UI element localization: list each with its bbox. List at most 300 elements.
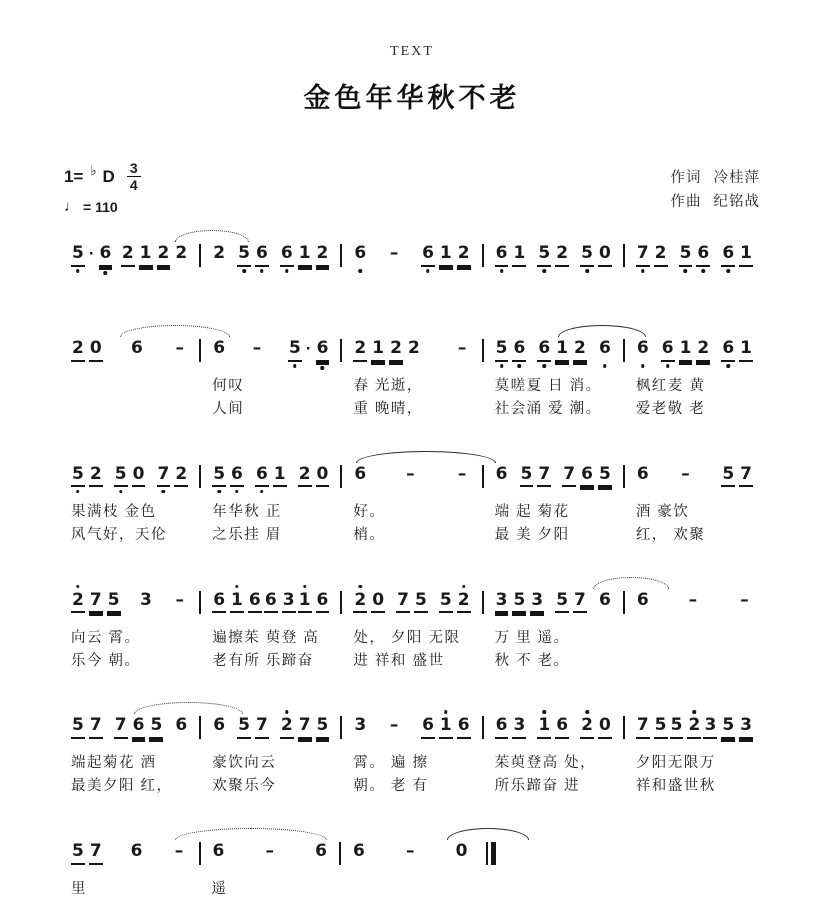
high-octave-dot xyxy=(693,710,697,714)
beat-group xyxy=(736,591,753,612)
barline xyxy=(482,244,484,267)
beat-group xyxy=(314,842,328,863)
measure xyxy=(488,716,619,798)
note: 5 xyxy=(520,465,534,488)
lyric-line-1: 何叹 xyxy=(212,378,245,394)
measure xyxy=(64,591,195,673)
note: 3 xyxy=(282,591,296,614)
barline xyxy=(482,591,484,614)
barline xyxy=(623,244,625,267)
tempo-value: = 110 xyxy=(83,198,118,215)
system-row xyxy=(64,591,760,673)
lyric-line-1: 茱萸登高 处， xyxy=(494,755,597,772)
note: 0 xyxy=(371,591,385,614)
measure xyxy=(64,339,195,375)
note: 6 xyxy=(457,716,471,739)
note: – xyxy=(265,841,274,862)
note: – xyxy=(175,338,184,358)
note: 5 xyxy=(679,244,693,267)
key-note: D xyxy=(102,166,115,186)
note: – xyxy=(252,338,262,358)
measure xyxy=(64,465,195,547)
note: – xyxy=(406,841,415,862)
beat-group xyxy=(212,591,262,614)
beat-group xyxy=(721,339,753,362)
note: 6 xyxy=(212,841,225,862)
low-octave-dot xyxy=(76,269,80,273)
notes-line xyxy=(488,339,619,363)
beat-group xyxy=(537,716,569,739)
notes-line xyxy=(64,339,195,363)
high-octave-dot xyxy=(235,585,239,589)
note: 1 xyxy=(439,244,453,267)
lyric-line-1: 霄。 遍 擦 xyxy=(353,755,429,772)
note: 5 xyxy=(439,591,453,614)
beat-group xyxy=(139,591,153,612)
beat-group xyxy=(71,716,103,739)
low-octave-dot xyxy=(162,490,166,494)
note: 2 xyxy=(353,339,367,362)
note: 0 xyxy=(598,716,612,739)
measure xyxy=(629,591,760,627)
beat-group xyxy=(353,244,367,265)
beat-group xyxy=(114,465,146,488)
measure xyxy=(346,465,477,547)
note: 6 xyxy=(255,465,269,488)
beat-group xyxy=(555,591,587,614)
notes-line xyxy=(488,465,619,489)
note: 5 xyxy=(670,716,684,739)
note: 5 xyxy=(495,339,509,362)
beat-group xyxy=(280,244,330,267)
low-octave-dot xyxy=(426,269,430,273)
note: 7 xyxy=(298,716,312,739)
note: 6 xyxy=(264,591,278,614)
lyric-line-2: 乐今 朝。 xyxy=(71,652,141,669)
note: – xyxy=(457,463,467,484)
high-octave-dot xyxy=(76,585,80,589)
note: 1 xyxy=(139,244,153,267)
note: 2 xyxy=(89,465,103,488)
note: 6 xyxy=(130,841,143,862)
beat-group xyxy=(386,244,403,265)
beat-group xyxy=(71,842,103,865)
beat-group xyxy=(255,465,287,488)
lyric-line-1: 端 起 菊花 xyxy=(494,503,570,520)
note: 6 xyxy=(580,465,594,488)
measure xyxy=(205,465,336,547)
barline xyxy=(340,339,342,362)
music-system xyxy=(64,450,760,547)
note: 2 xyxy=(175,243,188,263)
note: 2 xyxy=(71,339,85,362)
note: 1 xyxy=(371,339,385,362)
note: 7 xyxy=(89,591,103,614)
note: 2 xyxy=(696,339,710,362)
note: 5 xyxy=(114,465,128,488)
note: 6 xyxy=(495,716,509,739)
note: 3 xyxy=(354,715,367,736)
beat-group xyxy=(114,716,164,739)
beat-group xyxy=(71,465,103,488)
barline xyxy=(339,842,341,865)
low-octave-dot xyxy=(702,269,706,273)
note: 6 xyxy=(248,591,262,614)
note: 7 xyxy=(636,716,650,739)
note: 0 xyxy=(316,465,330,488)
key-signature xyxy=(64,161,141,192)
low-octave-dot xyxy=(518,364,522,368)
high-octave-dot xyxy=(585,710,589,714)
measure xyxy=(346,591,477,673)
lyric-line-1: 里 xyxy=(71,881,87,898)
measure xyxy=(205,591,336,673)
note: 6 xyxy=(721,339,735,362)
beat-group xyxy=(402,842,419,863)
barline xyxy=(482,339,484,362)
note: 6 xyxy=(537,339,551,362)
beat-group xyxy=(212,465,244,488)
note: 2 xyxy=(71,591,85,614)
note: 6 xyxy=(316,591,330,614)
beat-group xyxy=(353,339,420,362)
measure xyxy=(64,842,195,901)
note: 6 xyxy=(213,338,226,358)
note: 6 xyxy=(421,716,435,739)
lyric-line-1: 遍擦茱 萸登 高 xyxy=(212,629,320,646)
slur-arc xyxy=(593,577,669,589)
note: 5 xyxy=(512,591,526,614)
beat-group xyxy=(130,842,144,863)
note: 1 xyxy=(679,339,693,362)
note: – xyxy=(175,589,184,610)
low-octave-dot xyxy=(217,490,221,494)
lyric-line-1: 处， 夕阳 无限 xyxy=(353,629,461,646)
note: 2 xyxy=(353,591,367,614)
notes-line xyxy=(488,716,619,740)
beat-group xyxy=(677,465,694,486)
slur-arc xyxy=(558,325,646,337)
lyric-line-1: 春 光逝， xyxy=(353,378,423,394)
high-octave-dot xyxy=(359,585,363,589)
lyric-line-2: 重 晚晴， xyxy=(353,400,423,417)
lyric-line-1: 枫红麦 黄 xyxy=(635,378,706,394)
beat-group xyxy=(454,465,471,486)
note: 6 xyxy=(255,244,269,267)
note: 6 xyxy=(353,244,367,265)
note: 1 xyxy=(512,244,526,267)
beat-group xyxy=(174,716,188,737)
beat-group xyxy=(661,339,711,362)
note: 5 xyxy=(580,244,594,267)
low-octave-dot xyxy=(104,271,108,275)
lyric-line-1: 遥 xyxy=(211,881,228,898)
tempo-marking xyxy=(64,198,141,215)
notes-line xyxy=(346,591,477,615)
note: 6 xyxy=(696,244,710,267)
beat-group xyxy=(721,465,753,488)
note: 7 xyxy=(157,465,171,488)
note: 7 xyxy=(255,716,269,739)
slur-arc xyxy=(447,828,529,840)
note: 5 xyxy=(71,842,85,865)
lyric-line-1: 豪饮向云 xyxy=(212,755,277,772)
time-signature xyxy=(127,161,141,192)
low-octave-dot xyxy=(235,490,239,494)
note: 0 xyxy=(132,465,146,488)
note: – xyxy=(688,589,698,610)
music-system xyxy=(64,324,760,421)
note: 6 xyxy=(512,339,526,362)
high-octave-dot xyxy=(462,585,466,589)
low-octave-dot xyxy=(543,269,547,273)
notes-line xyxy=(629,244,760,268)
note: 7 xyxy=(537,465,551,488)
beat-group xyxy=(212,716,226,737)
lyric-line-2: 最美夕阳 红， xyxy=(71,778,173,795)
note: 5 xyxy=(212,465,226,488)
beat-group xyxy=(670,716,702,739)
measure xyxy=(629,244,760,280)
lyric-line-2: 梢。 xyxy=(353,526,386,543)
note: 2 xyxy=(457,244,471,267)
note: – xyxy=(389,715,399,736)
beat-group xyxy=(580,244,612,267)
beat-group xyxy=(402,465,419,486)
slur-arc xyxy=(120,325,230,337)
note: 5 xyxy=(654,716,668,739)
low-octave-dot xyxy=(543,364,547,368)
note: 5 xyxy=(598,465,612,488)
quarter-note-icon: ♩ xyxy=(64,198,79,215)
measure xyxy=(346,339,477,421)
lyric-line-2: 朝。 老 有 xyxy=(353,778,429,795)
notes-line xyxy=(205,591,336,615)
beat-group xyxy=(249,339,266,360)
low-octave-dot xyxy=(119,490,123,494)
watermark-text: TEXT xyxy=(390,44,434,59)
notes-line xyxy=(346,465,477,489)
lyric-line-2: 最 美 夕阳 xyxy=(494,526,570,543)
notes-line xyxy=(629,716,760,740)
note: 2 xyxy=(654,244,668,267)
key-prefix: 1= xyxy=(64,166,84,186)
note: 1 xyxy=(439,716,453,739)
lyric-line-2: 欢聚乐今 xyxy=(212,778,277,795)
beat-group xyxy=(495,465,509,486)
note: 6 xyxy=(353,841,365,862)
note: 2 xyxy=(580,716,594,739)
high-octave-dot xyxy=(543,710,547,714)
note: 7 xyxy=(114,716,128,739)
low-octave-dot xyxy=(260,269,264,273)
note: 0 xyxy=(89,339,103,362)
beat-group xyxy=(237,716,269,739)
note: 2 xyxy=(121,244,135,267)
beat-group xyxy=(171,591,188,612)
notes-line xyxy=(629,591,760,615)
note: 5 xyxy=(721,465,735,488)
beat-group xyxy=(580,716,612,739)
note: 5 xyxy=(237,716,251,739)
note: 1 xyxy=(298,244,312,267)
beat-group xyxy=(288,339,329,362)
beat-group xyxy=(636,465,650,486)
beat-group xyxy=(537,339,587,362)
beat-group xyxy=(71,244,112,267)
notes-line xyxy=(629,339,760,363)
high-octave-dot xyxy=(444,710,448,714)
beat-group xyxy=(353,716,367,737)
lyric-line-1: 好。 xyxy=(353,503,386,520)
beat-group xyxy=(261,842,278,863)
measure xyxy=(488,339,619,421)
note: 5 xyxy=(414,591,428,614)
note: 5 xyxy=(71,244,85,267)
note: 6 xyxy=(555,716,569,739)
notes-line xyxy=(488,591,619,615)
note: 1 xyxy=(537,716,551,739)
note: 6 xyxy=(213,715,226,736)
beat-group xyxy=(171,842,188,863)
measure xyxy=(488,591,619,673)
composer-label: 作曲 xyxy=(670,194,702,211)
beat-group xyxy=(562,465,612,488)
beat-group xyxy=(439,591,471,614)
note: 6 xyxy=(636,589,649,610)
note: 0 xyxy=(455,841,468,862)
note: 6 xyxy=(636,339,650,360)
note: 3 xyxy=(512,716,526,739)
note: 2 xyxy=(389,339,403,362)
note: 6 xyxy=(315,841,327,862)
note: 7 xyxy=(636,244,650,267)
barline xyxy=(340,591,342,614)
note: 6 xyxy=(131,338,143,358)
system-row xyxy=(64,716,760,798)
notes-line xyxy=(345,842,476,866)
note: 5 xyxy=(149,716,163,739)
measure xyxy=(346,244,477,280)
beat-group xyxy=(352,842,366,863)
note: 5 xyxy=(71,465,85,488)
note: 2 xyxy=(407,338,420,358)
beat-group xyxy=(520,465,552,488)
note: 1 xyxy=(298,591,312,614)
note: 6 xyxy=(212,591,226,614)
note: 2 xyxy=(157,244,171,267)
notes-line xyxy=(346,716,477,740)
note: 3 xyxy=(495,591,509,614)
beat-group xyxy=(386,716,403,737)
note: 0 xyxy=(598,244,612,267)
barline xyxy=(482,465,484,488)
note: 5 xyxy=(316,716,330,739)
meta-row xyxy=(64,161,760,215)
time-signature-numerator: 3 xyxy=(127,161,141,177)
barline xyxy=(199,716,201,739)
note: 6 xyxy=(230,465,244,488)
time-signature-denominator: 4 xyxy=(129,177,138,193)
note: 2 xyxy=(573,339,587,362)
barline xyxy=(623,716,625,739)
beat-group xyxy=(212,339,226,360)
beat-group xyxy=(454,339,471,360)
low-octave-dot xyxy=(359,269,363,273)
barline xyxy=(623,339,625,362)
note: 7 xyxy=(89,842,103,865)
low-octave-dot xyxy=(321,366,325,370)
note: – xyxy=(681,463,690,484)
barline xyxy=(199,339,201,362)
notes-line xyxy=(64,591,195,615)
measure xyxy=(64,716,195,798)
beat-group xyxy=(495,244,527,267)
note: 1 xyxy=(230,591,244,614)
beat-group xyxy=(455,842,469,863)
note: 1 xyxy=(555,339,569,362)
composer-name: 纪铭战 xyxy=(713,194,760,211)
composer-credit xyxy=(671,190,761,215)
beat-group xyxy=(298,465,330,488)
beat-group xyxy=(598,339,612,360)
barline xyxy=(623,465,625,488)
barline xyxy=(340,716,342,739)
beat-group xyxy=(237,244,269,267)
lyricist-name: 冷桂萍 xyxy=(713,169,760,186)
note: 1 xyxy=(273,465,287,488)
low-octave-dot xyxy=(666,364,670,368)
beat-group xyxy=(636,716,668,739)
beat-group xyxy=(421,244,471,267)
note: 5 xyxy=(71,716,85,739)
lyric-line-2: 之乐挂 眉 xyxy=(212,526,282,543)
lyric-line-1: 酒 豪饮 xyxy=(635,503,690,520)
note: 6 xyxy=(721,244,735,267)
notes-line xyxy=(64,465,195,489)
measure xyxy=(205,842,336,901)
note: 1 xyxy=(739,244,753,267)
barline xyxy=(199,244,201,267)
slur-arc xyxy=(175,230,249,242)
notes-line xyxy=(205,244,336,268)
notes-line xyxy=(205,842,336,866)
lyric-line-2: 红， 欢聚 xyxy=(635,526,706,543)
note: 7 xyxy=(562,465,576,488)
note: 5 xyxy=(537,244,551,267)
note: 6 xyxy=(598,589,611,610)
low-octave-dot xyxy=(500,364,504,368)
beat-group xyxy=(396,591,428,614)
song-title: 金色年华秋不老 xyxy=(303,83,521,113)
barline xyxy=(199,842,201,865)
measure xyxy=(205,339,336,421)
measure xyxy=(205,716,336,798)
note: 6 xyxy=(175,715,188,736)
system-row xyxy=(64,339,760,421)
beat-group xyxy=(495,339,527,362)
beat-group xyxy=(684,591,701,612)
system-row xyxy=(64,244,760,280)
lyric-line-1: 万 里 遥。 xyxy=(494,629,570,646)
beat-group xyxy=(121,244,188,267)
measure xyxy=(629,465,760,547)
note: 6 xyxy=(316,339,330,362)
note: 6 xyxy=(99,244,113,267)
note: – xyxy=(406,463,415,484)
music-system xyxy=(64,576,760,673)
beat-group xyxy=(212,842,226,863)
